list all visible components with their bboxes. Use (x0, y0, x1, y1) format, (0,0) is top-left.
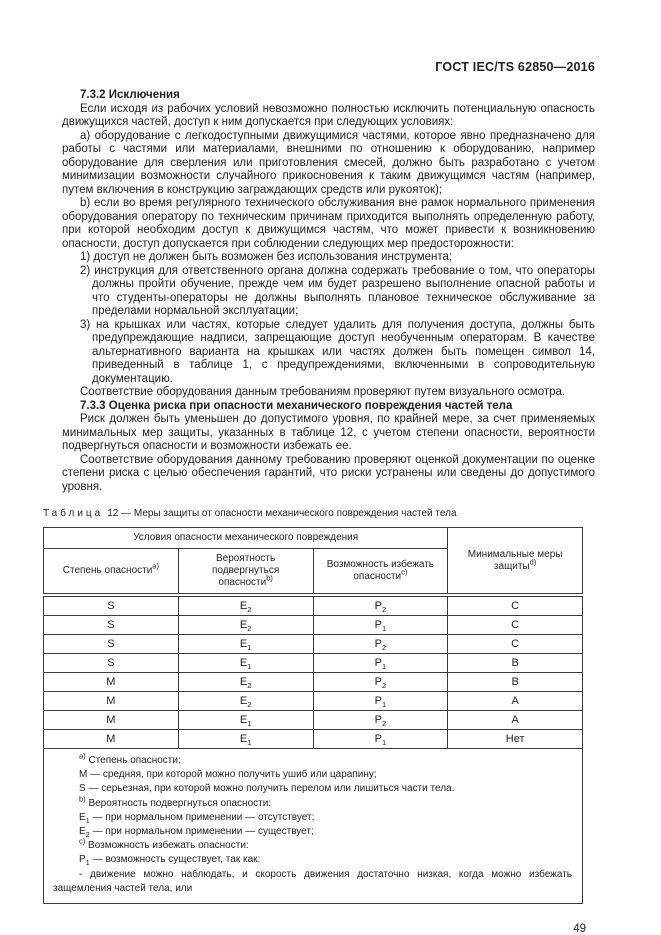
exposure-cell (178, 673, 313, 692)
exposure-value: E (239, 619, 248, 631)
footnote-marker-c: c) (401, 567, 408, 577)
footnote-text: Степень опасности: (85, 755, 181, 766)
footnote-marker-b: b) (266, 573, 273, 583)
severity-cell: M (44, 692, 179, 711)
avoid-subscript: 1 (381, 624, 387, 634)
section-heading-7-3-2: 7.3.2 Исключения (80, 89, 180, 101)
table-caption-text: 12 — Меры защиты от опасности механического повреждения частей тела (107, 508, 457, 519)
measure-cell: C (448, 616, 583, 635)
avoid-value: P (374, 676, 382, 688)
footnote-marker-d: d) (529, 557, 537, 567)
exposure-subscript: 1 (247, 719, 252, 729)
measure-cell: B (448, 673, 583, 692)
severity-cell: M (44, 730, 179, 749)
avoid-cell (313, 711, 448, 730)
measure-cell: A (448, 711, 583, 730)
exposure-cell (178, 692, 313, 711)
exposure-value: E (239, 657, 248, 669)
exposure-value: E (239, 676, 248, 688)
exposure-cell (178, 730, 313, 749)
footnote-text: Возможность избежать опасности: (85, 840, 249, 852)
measure-cell: B (448, 654, 583, 673)
paragraph-conformity: Соответствие оборудования данным требованиям проверяют путем визуального осмотра. (80, 386, 566, 398)
table-row (44, 595, 583, 616)
footnote-line (53, 751, 572, 768)
header-avoid (313, 549, 448, 596)
exposure-cell (178, 711, 313, 730)
exposure-subscript: 1 (247, 643, 252, 653)
footnote-text: Вероятность подвергнуться опасности: (85, 797, 272, 809)
header-conditions: Условия опасности механического повреждения (44, 528, 448, 549)
exposure-cell (178, 595, 313, 616)
exposure-subscript: 1 (247, 738, 252, 748)
avoid-value: P (374, 733, 382, 745)
exposure-subscript: 2 (247, 700, 252, 710)
page-number: 49 (573, 923, 586, 935)
paragraph-intro: Если исходя из рабочих условий невозможно полностью исключить потенциальную опасность движущихся частей, доступ к ним допускается при следующих условиях: (62, 102, 595, 128)
table-row (44, 711, 583, 730)
footnote-line (53, 868, 572, 896)
footnote-line (53, 794, 572, 811)
table-caption-word: Таблица (43, 508, 104, 519)
footnote-line (53, 811, 572, 825)
avoid-value: P (374, 714, 382, 726)
avoid-subscript: 2 (381, 719, 387, 729)
avoid-subscript: 2 (381, 605, 387, 615)
exposure-value: E (239, 695, 248, 707)
avoid-cell (313, 673, 448, 692)
table-footnotes-row (44, 749, 583, 904)
table-row (44, 616, 583, 635)
severity-cell: M (44, 673, 179, 692)
footnote-line (53, 825, 572, 839)
avoid-subscript: 2 (381, 643, 387, 653)
footnote-subscript: 1 (85, 815, 90, 825)
table-row (44, 673, 583, 692)
header-avoid-label: Возможность избежать опасности (326, 559, 435, 582)
severity-cell: S (44, 635, 179, 654)
avoid-cell (313, 595, 448, 616)
footnote-text: — возможность существует, так как: (89, 854, 261, 866)
header-severity (44, 549, 179, 596)
exposure-value: E (239, 638, 248, 650)
table-row (44, 692, 583, 711)
paragraph-conformity-2: Соответствие оборудования данному требованию проверяют оценкой документации по оценке степени риска с целью обеспечения гарантий, что риски устранены или сведены до допустимого уровня. (62, 453, 595, 493)
avoid-cell (313, 692, 448, 711)
header-min-measures (448, 528, 583, 596)
sub-item-2: 2) инструкция для ответственного органа должна содержать требование о том, что операторы должны пройти обучение, прежде чем им будет разрешено выполнение опасной работы и что студенты-операторы не должны выполнять плановое техническое обслуживание за пределами нормальной эксплуатации; (80, 264, 595, 317)
header-min-measures-line2: защиты (493, 560, 530, 572)
table-footnotes (44, 749, 583, 904)
header-exposure (178, 549, 313, 596)
avoid-subscript: 2 (381, 681, 387, 691)
footnote-symbol: E (79, 811, 86, 823)
table-12 (43, 527, 583, 904)
avoid-cell (313, 654, 448, 673)
footnote-text: S — серьезная, при которой можно получить перелом или лишиться части тела. (79, 783, 455, 795)
measure-cell: C (448, 635, 583, 654)
document-header-title: ГОСТ IEC/TS 62850—2016 (435, 60, 595, 74)
footnote-line (53, 836, 572, 853)
exposure-cell (178, 616, 313, 635)
measure-cell: A (448, 692, 583, 711)
document-body (43, 89, 595, 935)
avoid-value: P (374, 600, 382, 612)
header-severity-label: Степень опасности (62, 565, 153, 576)
exposure-subscript: 2 (247, 624, 252, 634)
exposure-value: E (239, 600, 248, 612)
exposure-value: E (239, 733, 248, 745)
header-exposure-label: Вероятность подвергнуться опасности (211, 553, 280, 588)
exposure-subscript: 2 (247, 681, 252, 691)
avoid-subscript: 1 (381, 738, 387, 748)
exposure-cell (178, 654, 313, 673)
footnote-line (53, 782, 572, 796)
severity-cell: M (44, 711, 179, 730)
header-min-measures-line1: Минимальные меры (467, 548, 563, 560)
avoid-cell (313, 616, 448, 635)
exposure-subscript: 2 (247, 605, 252, 615)
sub-item-3: 3) на крышках или частях, которые следует удалить для получения доступа, должны быть предупреждающие надписи, запрещающие доступ необученным операторам. В качестве альтернативного варианта на крышках или частях должен быть помещен символ 14, приведенный в таблице 1, с предупреждениями, включенными в сопроводительную документацию. (80, 318, 595, 385)
table-header-row-1 (44, 528, 583, 549)
exposure-cell (178, 635, 313, 654)
footnote-text: - движение можно наблюдать, и скорость движения достаточно низкая, когда можно избежать защемления частей тела, или (53, 868, 572, 894)
footnote-sup: a) (79, 751, 86, 761)
footnote-symbol: E (79, 826, 86, 838)
avoid-value: P (374, 619, 382, 631)
severity-cell: S (44, 616, 179, 635)
measure-cell: C (448, 595, 583, 616)
table-row (44, 730, 583, 749)
severity-cell: S (44, 654, 179, 673)
measure-cell: Нет (448, 730, 583, 749)
avoid-value: P (374, 657, 382, 669)
sub-item-1: 1) доступ не должен быть возможен без использования инструмента; (80, 251, 453, 263)
paragraph-item-a: а) оборудование с легкодоступными движущимися частями, которое явно предназначено для работы с частями или материалами, внешними по отношению к оборудованию, например оборудование для сверления или приготовления смесей, должно быть разработано с учетом минимизации возможности случайного прикосновения к таким движущимся частям (например, путем включения в конструкцию заграждающих средств или рукояток); (62, 129, 595, 196)
footnote-subscript: 1 (85, 858, 90, 868)
paragraph-item-b: b) если во время регулярного технического обслуживания вне рамок нормального применения оборудования оператору по техническим причинам приходится выполнять определенную работу, при которой необходим доступ к движущимся частям, что может привести к возникновению опасности, доступ допускается при соблюдении следующих мер предосторожности: (62, 197, 595, 250)
exposure-value: E (239, 714, 248, 726)
paragraph-risk: Риск должен быть уменьшен до допустимого уровня, по крайней мере, за счет применяемых минимальных мер защиты, указанных в таблице 12, с учетом степени опасности, вероятности подвергнуться опасности и возможности избежать ее. (62, 413, 595, 452)
avoid-subscript: 1 (381, 700, 387, 710)
footnote-marker-a: а) (152, 561, 159, 571)
footnote-line (53, 768, 572, 782)
avoid-subscript: 1 (381, 662, 387, 672)
section-heading-7-3-3: 7.3.3 Оценка риска при опасности механического повреждения частей тела (80, 399, 513, 412)
footnote-subscript: 2 (85, 830, 90, 840)
avoid-cell (313, 730, 448, 749)
footnote-text: — при нормальном применении — существует; (89, 826, 314, 838)
severity-cell: S (44, 595, 179, 616)
table-caption (43, 508, 595, 520)
table-row (44, 654, 583, 673)
footnote-sup: c) (79, 836, 86, 846)
exposure-subscript: 1 (247, 662, 252, 672)
avoid-value: P (374, 695, 382, 707)
table-row (44, 635, 583, 654)
footnote-symbol: P (79, 854, 86, 866)
avoid-cell (313, 635, 448, 654)
footnote-sup: b) (79, 794, 86, 804)
footnote-text: — при нормальном применении — отсутствует; (89, 811, 315, 823)
footnote-line (53, 853, 572, 867)
avoid-value: P (374, 638, 382, 650)
footnote-text: М — средняя, при которой можно получить ушиб или царапину; (79, 769, 377, 781)
